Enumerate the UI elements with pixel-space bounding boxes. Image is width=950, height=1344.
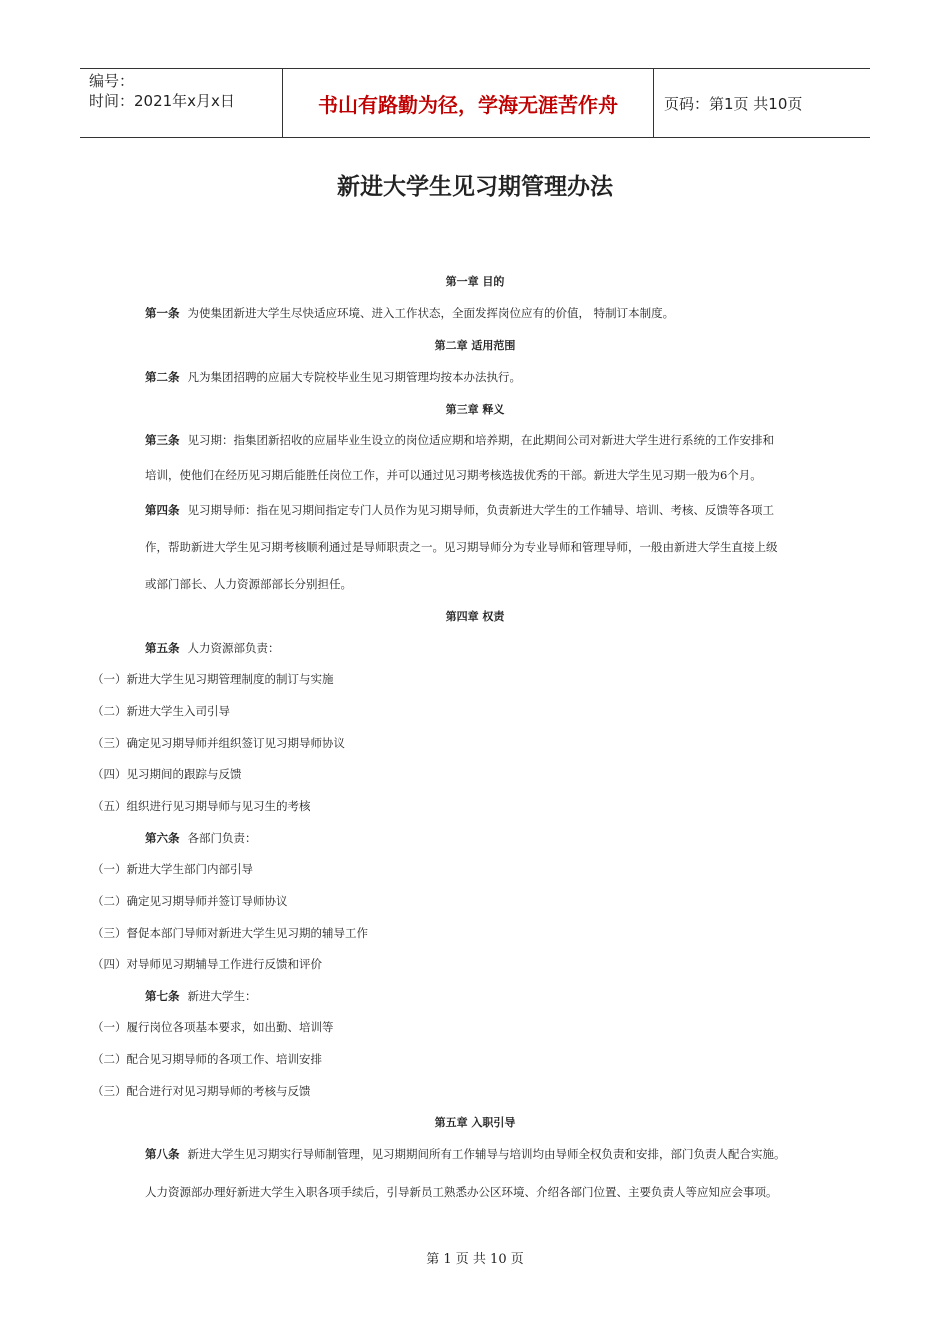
article-label: 第七条: [145, 989, 180, 1003]
list-item: （一）新进大学生见习期管理制度的制订与实施: [92, 672, 334, 686]
chapter-1-heading: 第一章 目的: [445, 275, 505, 288]
list-item: （一）履行岗位各项基本要求，如出勤、培训等: [92, 1020, 334, 1034]
article-label: 第六条: [145, 831, 180, 845]
chapter-5-heading: 第五章 入职引导: [434, 1116, 516, 1129]
article-label: 第八条: [145, 1147, 180, 1161]
header-page-info: 页码：第1页 共10页: [664, 94, 803, 113]
list-item: （五）组织进行见习期导师与见习生的考核: [92, 799, 311, 813]
chapter-3-heading: 第三章 释义: [445, 403, 505, 416]
article-3-continued: 培训，使他们在经历见习期后能胜任岗位工作，并可以通过见习期考核选拔优秀的干部。新进大学生见习期一般为6个月。: [145, 468, 762, 482]
article-text: 新进大学生见习期实行导师制管理，见习期期间所有工作辅导与培训均由导师全权负责和安排，部门负责人配合实施。: [187, 1147, 786, 1161]
chapter-4-heading: 第四章 权责: [445, 610, 505, 623]
page-footer: 第 1 页 共 10 页: [426, 1252, 524, 1267]
article-7: [145, 988, 257, 1004]
article-text: 见习期：指集团新招收的应届毕业生设立的岗位适应期和培养期，在此期间公司对新进大学生进行系统的工作安排和: [187, 433, 774, 447]
article-4: [145, 502, 774, 518]
article-text: 各部门负责：: [187, 831, 257, 845]
list-item: （二）确定见习期导师并签订导师协议: [92, 894, 288, 908]
list-item: （四）对导师见习期辅导工作进行反馈和评价: [92, 957, 322, 971]
article-label: 第三条: [145, 433, 180, 447]
article-label: 第二条: [145, 370, 180, 384]
list-item: （二）配合见习期导师的各项工作、培训安排: [92, 1052, 322, 1066]
article-label: 第一条: [145, 306, 180, 320]
header-meta: [80, 69, 282, 137]
list-item: （三）督促本部门导师对新进大学生见习期的辅导工作: [92, 926, 368, 940]
article-3: [145, 432, 774, 448]
header-motto: 书山有路勤为径，学海无涯苦作舟: [282, 69, 654, 137]
article-8-continued: 人力资源部办理好新进大学生入职各项手续后，引导新员工熟悉办公区环境、介绍各部门位置、主要负责人等应知应会事项。: [145, 1185, 778, 1199]
chapter-2-heading: 第二章 适用范围: [434, 339, 516, 352]
article-text: 见习期导师：指在见习期间指定专门人员作为见习期导师，负责新进大学生的工作辅导、培训、考核、反馈等各项工: [187, 503, 774, 517]
article-text: 人力资源部负责：: [187, 641, 280, 655]
article-2: [145, 369, 521, 385]
list-item: （一）新进大学生部门内部引导: [92, 862, 253, 876]
article-label: 第五条: [145, 641, 180, 655]
article-5: [145, 640, 280, 656]
document-title: 新进大学生见习期管理办法: [337, 174, 613, 200]
article-text: 为使集团新进大学生尽快适应环境、进入工作状态，全面发挥岗位应有的价值， 特制订本制度。: [187, 306, 675, 320]
article-text: 新进大学生：: [187, 989, 257, 1003]
article-1: [145, 305, 674, 321]
document-time: 时间：2021年x月x日: [89, 92, 235, 110]
article-8: [145, 1146, 786, 1162]
document-header: [80, 68, 870, 138]
article-4-continued-2: 或部门部长、人力资源部部长分别担任。: [145, 577, 352, 591]
list-item: （三）确定见习期导师并组织签订见习期导师协议: [92, 736, 345, 750]
article-4-continued: 作，帮助新进大学生见习期考核顺利通过是导师职责之一。见习期导师分为专业导师和管理导师，一般由新进大学生直接上级: [145, 540, 778, 554]
article-label: 第四条: [145, 503, 180, 517]
article-text: 凡为集团招聘的应届大专院校毕业生见习期管理均按本办法执行。: [187, 370, 521, 384]
article-6: [145, 830, 257, 846]
list-item: （三）配合进行对见习期导师的考核与反馈: [92, 1084, 311, 1098]
list-item: （二）新进大学生入司引导: [92, 704, 230, 718]
document-number: 编号：: [89, 72, 135, 90]
list-item: （四）见习期间的跟踪与反馈: [92, 767, 242, 781]
